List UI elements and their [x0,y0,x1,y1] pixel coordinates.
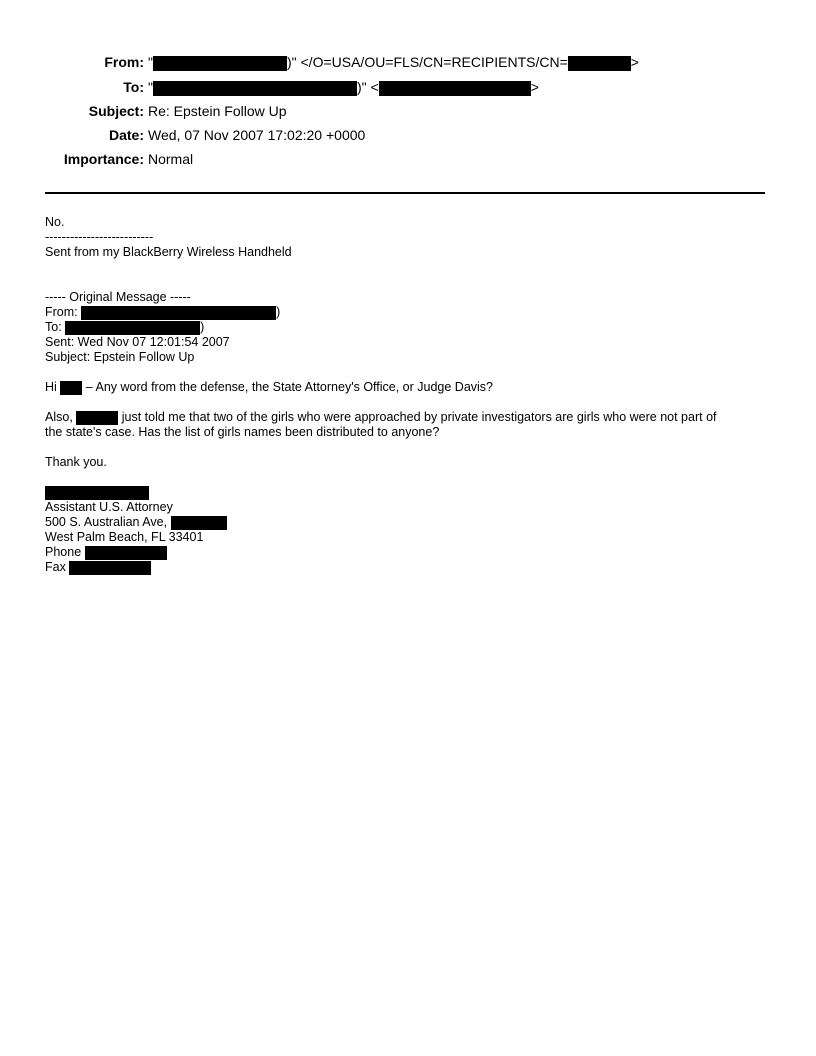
reply-text: No. [45,215,65,229]
original-to-close: ) [200,320,205,334]
header-date-row [0,125,816,145]
address-line-1: 500 S. Australian Ave, [45,515,168,529]
signature-block [45,485,765,575]
redaction-block [45,486,149,500]
paragraph-line [45,380,765,395]
original-subject-line: Subject: Epstein Follow Up [45,350,195,364]
date-label: Date: [108,127,144,143]
to-label: To: [123,79,144,95]
original-from-line [45,305,765,320]
signature-address-2: West Palm Beach, FL 33401 [45,530,204,544]
from-quote: " [148,54,153,70]
signature-fax [45,560,765,575]
original-to-label: To: [45,320,62,334]
message-closing [45,455,765,470]
mobile-signature: Sent from my BlackBerry Wireless Handheld [45,245,292,259]
header-to-row [0,77,816,97]
original-sent-line: Sent: Wed Nov 07 12:01:54 2007 [45,335,230,349]
subject-value: Re: Epstein Follow Up [148,103,287,119]
signature-address-1 [45,515,765,530]
redaction-block [171,516,227,530]
to-value [148,77,539,97]
reply-separator: -------------------------- [45,230,154,244]
redaction-block [76,411,118,425]
header-from-row [0,52,816,72]
paragraph-2-start: Also, [45,410,73,424]
header-divider [45,192,765,194]
message-paragraph-2 [45,410,765,440]
greeting: Hi [45,380,57,394]
importance-value: Normal [148,151,194,167]
redaction-block [568,56,631,71]
from-value [148,52,639,72]
signature-title: Assistant U.S. Attorney [45,500,173,514]
date-value: Wed, 07 Nov 2007 17:02:20 +0000 [148,127,366,143]
redaction-block [81,306,276,320]
from-close: > [630,54,639,70]
importance-label: Importance: [63,151,144,167]
paragraph-line [45,410,765,425]
thanks-text: Thank you. [45,455,107,469]
redaction-block [153,81,357,96]
paragraph-1-text: – Any word from the defense, the State Attorney's Office, or Judge Davis? [82,380,494,394]
reply-body [45,215,765,260]
redaction-block [85,546,167,560]
header-importance-row [0,149,816,169]
redaction-block [69,561,151,575]
message-paragraph-1 [45,380,765,395]
original-message-marker: ----- Original Message ----- [45,290,191,304]
fax-label: Fax [45,560,66,574]
redaction-block [153,56,287,71]
signature-name-line [45,485,765,500]
redaction-block [65,321,200,335]
to-close: > [530,79,539,95]
from-address: )" </O=USA/OU=FLS/CN=RECIPIENTS/CN= [286,54,568,70]
original-message-header [45,290,765,365]
original-from-label: From: [45,305,78,319]
original-from-close: ) [276,305,281,319]
paragraph-2-text: just told me that two of the girls who were approached by private investigators are girls who were not part of [118,410,717,424]
to-mid: )" < [356,79,379,95]
redaction-block [60,381,82,395]
phone-label: Phone [45,545,82,559]
paragraph-2-line-2: the state's case. Has the list of girls names been distributed to anyone? [45,425,440,439]
signature-phone [45,545,765,560]
from-label: From: [104,54,144,70]
header-subject-row [0,101,816,121]
to-quote: " [148,79,153,95]
subject-label: Subject: [88,103,144,119]
redaction-block [379,81,531,96]
original-to-line [45,320,765,335]
